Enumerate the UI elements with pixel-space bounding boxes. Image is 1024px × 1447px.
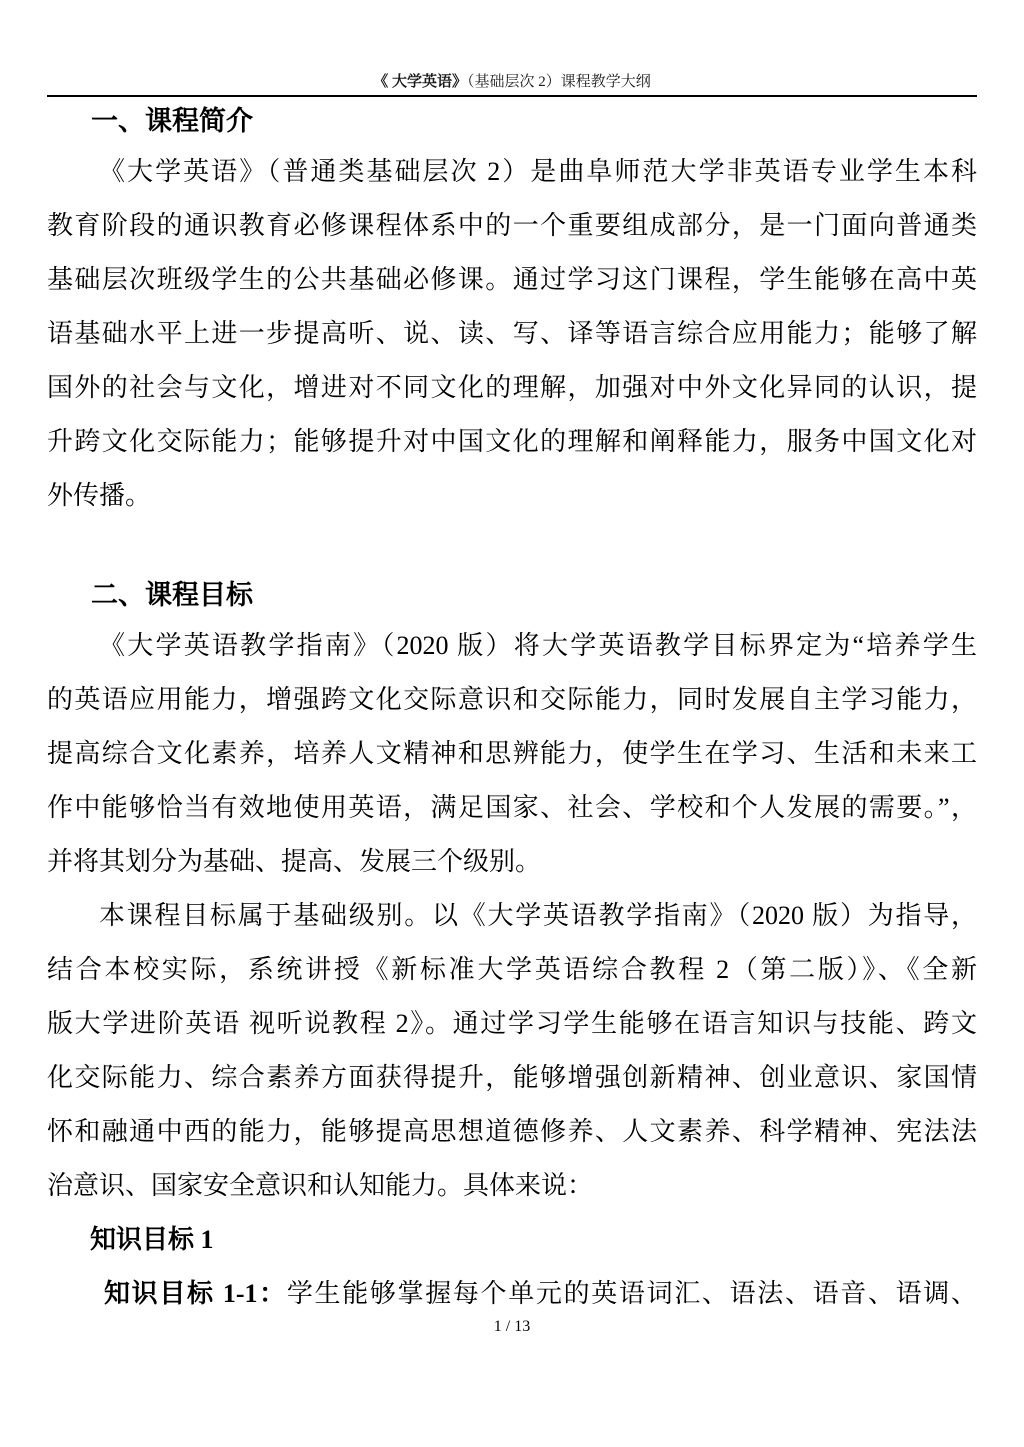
section-2-paragraph-1	[47, 619, 977, 889]
text-line: 结合本校实际，系统讲授《新标准大学英语综合教程 2（第二版）》、《全新	[47, 955, 977, 984]
text-line: 国外的社会与文化，增进对不同文化的理解，加强对中外文化异同的认识，提	[47, 373, 977, 402]
text-line: 作中能够恰当有效地使用英语，满足国家、社会、学校和个人发展的需要。”，	[47, 793, 977, 822]
text-line: 治意识、国家安全意识和认知能力。具体来说：	[47, 1171, 594, 1200]
text-line: 升跨文化交际能力；能够提升对中国文化的理解和阐释能力，服务中国文化对	[47, 427, 977, 456]
objective-1-1-line	[47, 1267, 977, 1321]
text-line: 本课程目标属于基础级别。以《大学英语教学指南》（2020 版）为指导，	[99, 901, 977, 930]
text-line: 提高综合文化素养，培养人文精神和思辨能力，使学生在学习、生活和未来工	[47, 739, 977, 768]
objective-1-label: 知识目标 1	[90, 1225, 214, 1254]
text-line: 化交际能力、综合素养方面获得提升，能够增强创新精神、创业意识、家国情	[47, 1063, 977, 1092]
header-course-title: 《 大学英语》	[373, 74, 467, 90]
section-1-paragraph	[47, 145, 977, 523]
text-line: 外传播。	[47, 481, 152, 510]
text-line: 版大学进阶英语 视听说教程 2》。通过学习学生能够在语言知识与技能、跨文	[47, 1009, 977, 1038]
header-subtitle: （基础层次 2）课程教学大纲	[467, 74, 651, 90]
section-2-paragraph-2	[47, 889, 977, 1213]
objective-1-heading	[47, 1213, 977, 1267]
text-line: 《大学英语》（普通类基础层次 2）是曲阜师范大学非英语专业学生本科	[99, 157, 977, 186]
text-line: 怀和融通中西的能力，能够提高思想道德修养、人文素养、科学精神、宪法法	[47, 1117, 977, 1146]
knowledge-objectives	[47, 1213, 977, 1321]
page-number: 1 / 13	[493, 1318, 531, 1335]
text-line: 并将其划分为基础、提高、发展三个级别。	[47, 847, 542, 876]
text-line: 《大学英语教学指南》（2020 版）将大学英语教学目标界定为“培养学生	[99, 631, 977, 660]
objective-1-1-text: 学生能够掌握每个单元的英语词汇、语法、语音、语调、	[286, 1279, 977, 1308]
objective-1-1-label: 知识目标 1-1：	[104, 1279, 287, 1308]
section-2-heading: 二、课程目标	[91, 580, 253, 610]
text-line: 基础层次班级学生的公共基础必修课。通过学习这门课程，学生能够在高中英	[47, 265, 977, 294]
text-line: 的英语应用能力，增强跨文化交际意识和交际能力，同时发展自主学习能力，	[47, 685, 977, 714]
text-line: 语基础水平上进一步提高听、说、读、写、译等语言综合应用能力；能够了解	[47, 319, 977, 348]
page-header	[47, 0, 977, 97]
section-1-heading: 一、课程简介	[91, 106, 253, 136]
text-line: 教育阶段的通识教育必修课程体系中的一个重要组成部分，是一门面向普通类	[47, 211, 977, 240]
